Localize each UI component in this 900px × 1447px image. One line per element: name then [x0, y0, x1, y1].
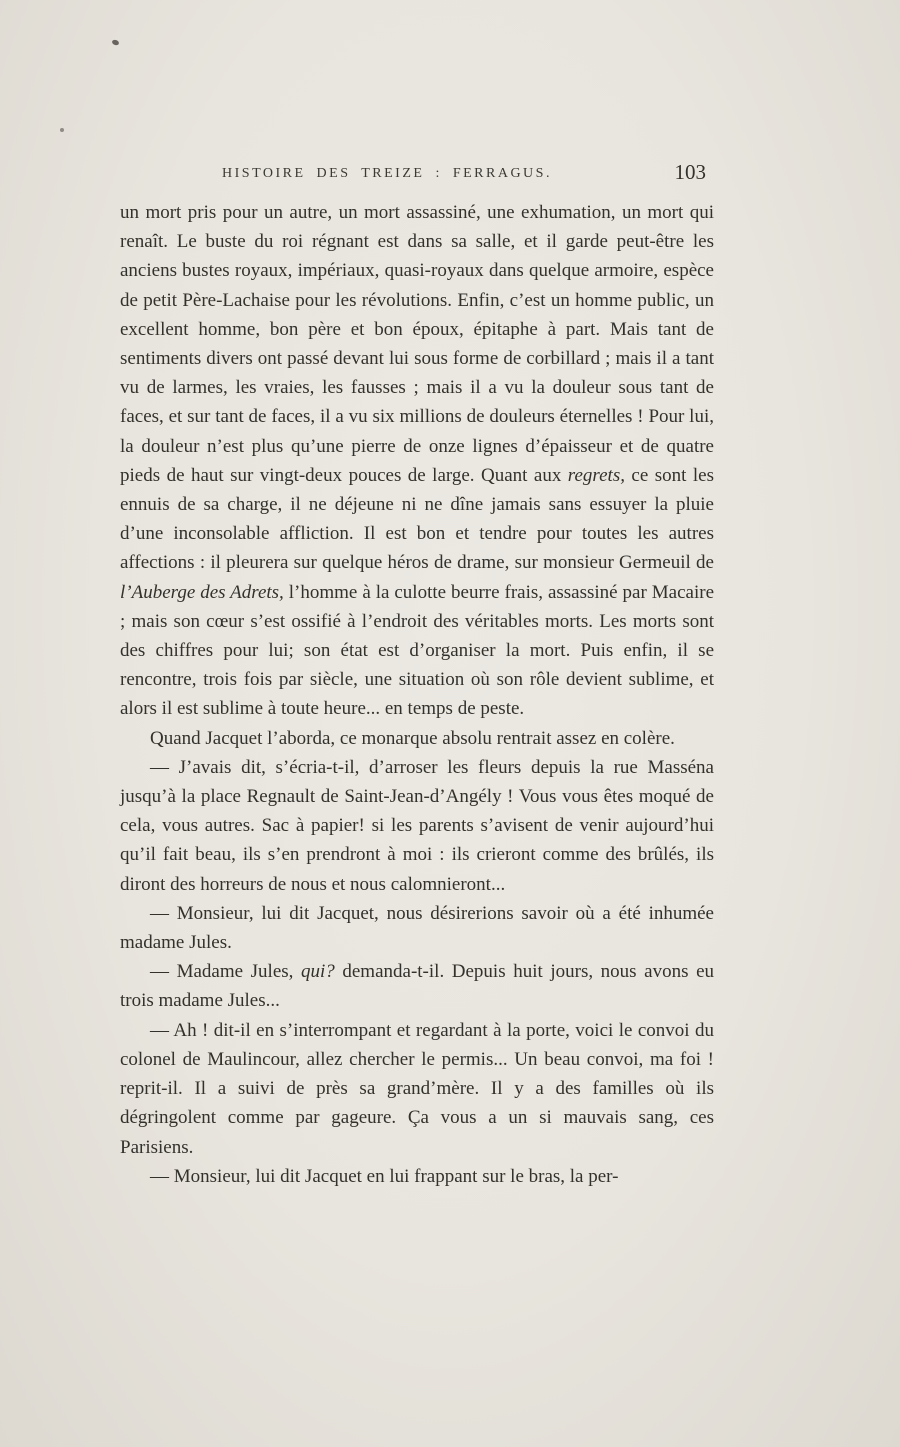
- text-segment: — Monsieur, lui dit Jacquet, nous désirerions savoir où a été inhumée madame Jules.: [120, 902, 714, 954]
- text-segment: qui?: [301, 961, 335, 983]
- scan-speck: [60, 128, 64, 132]
- paragraph: [120, 957, 714, 1015]
- text-segment: Quand Jacquet l’aborda, ce monarque absolu rentrait assez en colère.: [150, 727, 675, 749]
- paragraph: [120, 724, 714, 753]
- text-segment: — J’avais dit, s’écria-t-il, d’arroser les fleurs depuis la rue Masséna jusqu’à la place Regnault de Saint-Jean-d’Angély ! Vous vous êtes moqué de cela, vous autres. Sac à papier! si les parents s’avisent de venir aujourd’hui qu’il fait beau, ils s’en prendront à moi : ils crieront comme des brûlés, ils diront des horreurs de nous et nous calomnieront...: [120, 756, 714, 895]
- text-segment: regrets,: [567, 464, 625, 486]
- page-header: [120, 160, 714, 190]
- page-number: 103: [674, 160, 706, 184]
- text-segment: — Ah ! dit-il en s’interrompant et regardant à la porte, voici le convoi du colonel de Maulincour, allez chercher le permis... Un beau convoi, ma foi ! reprit-il. Il a suivi de près sa grand’mère. Il y a des familles où ils dégringolent comme par gageure. Ça vous a un si mauvais sang, ces Parisiens.: [120, 1019, 714, 1158]
- text-segment: un mort pris pour un autre, un mort assassiné, une exhumation, un mort qui renaît. Le buste du roi régnant est dans sa salle, et il garde peut-être les anciens bustes royaux, impériaux, quasi-royaux dans quelque armoire, espèce de petit Père-Lachaise pour les révolutions. Enfin, c’est un homme public, un excellent homme, bon père et bon époux, épitaphe à part. Mais tant de sentiments divers ont passé devant lui sous forme de corbillard ; mais il a tant vu de larmes, les vraies, les fausses ; mais il a vu la douleur sous tant de faces, et sur tant de faces, il a vu six millions de douleurs éternelles ! Pour lui, la douleur n’est plus qu’une pierre de onze lignes d’épaisseur et de quatre pieds de haut sur vingt-deux pouces de large. Quant aux: [120, 202, 714, 486]
- page-body: [120, 160, 714, 1191]
- page-text: [120, 198, 714, 1191]
- running-title: HISTOIRE DES TREIZE : FERRAGUS.: [222, 166, 552, 181]
- text-segment: — Monsieur, lui dit Jacquet en lui frappant sur le bras, la per-: [150, 1165, 619, 1187]
- paragraph: [120, 899, 714, 957]
- paragraph: [120, 1162, 714, 1191]
- paragraph: [120, 753, 714, 899]
- text-segment: l’Auberge des Adrets,: [120, 581, 284, 603]
- text-segment: demanda-t-il. Depuis huit jours, nous avons eu trois madame Jules...: [120, 961, 715, 1012]
- text-segment: l’homme à la culotte beurre frais, assassiné par Macaire ; mais son cœur s’est ossifié à l’endroit des véritables morts. Les morts sont des chiffres pour lui; son état est d’organiser la mort. Puis enfin, il se rencontre, trois fois par siècle, une situation où son rôle devient sublime, et alors il est sublime à toute heure... en temps de peste.: [120, 581, 714, 720]
- text-segment: ce sont les ennuis de sa charge, il ne déjeune ni ne dîne jamais sans essuyer la pluie d’une inconsolable affliction. Il est bon et tendre pour toutes les autres affections : il pleurera sur quelque héros de drame, sur monsieur Germeuil de: [120, 464, 714, 574]
- text-segment: — Madame Jules,: [150, 961, 301, 983]
- paragraph: [120, 198, 714, 724]
- paragraph: [120, 1016, 714, 1162]
- scan-speck: [111, 39, 119, 46]
